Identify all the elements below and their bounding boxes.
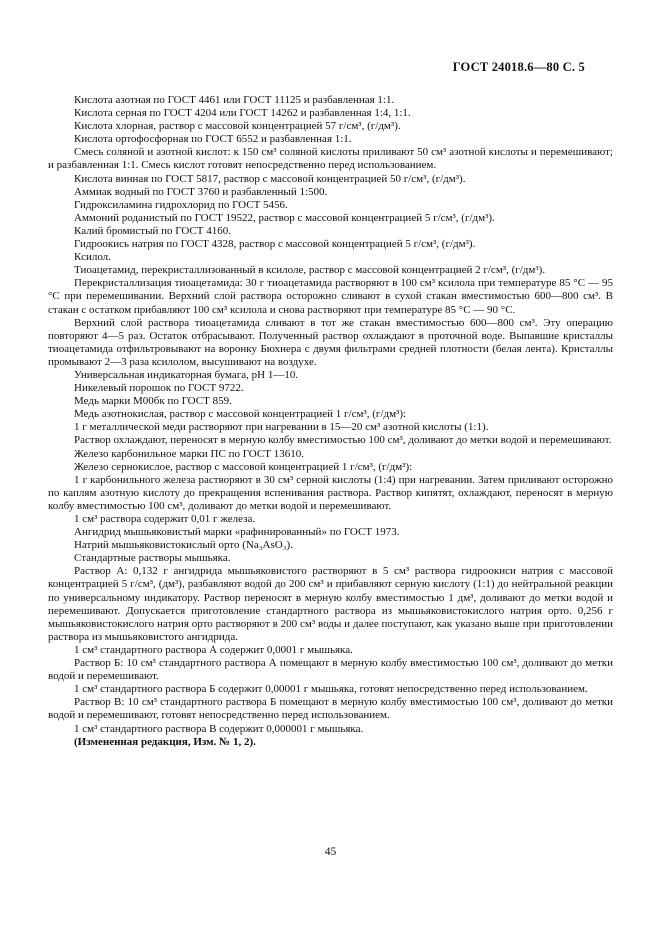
paragraph: 1 г металлической меди растворяют при нагревании в 15—20 см³ азотной кислоты (1:1). [74, 421, 489, 434]
paragraph: Раствор А: 0,132 г ангидрида мышьяковистого растворяют в 5 см³ раствора гидроокиси натрия с массовой концентрацией 5 г/см³, (дм³), разбавляют водой до 200 см³ и прибавляют серную кислоту (1:1) до нейтральной реакции по универсальному индикатору. Раствор переносят в мерную колбу вместимостью 1 дм³, доливают до метки водой и перемешивают. Допускается приготовление стандартного раствора из мышьяковистокислого натрия орто. 0,256 г мышьяковистокислого натрия орто растворяют в 200 см³ воды и далее поступают, как указано выше при приготовлении раствора из мышьяковистого ангидрида. [48, 565, 613, 643]
paragraph: Кислота серная по ГОСТ 4204 или ГОСТ 14262 и разбавленная 1:4, 1:1. [74, 107, 411, 120]
document-body [48, 94, 613, 749]
paragraph: Кислота винная по ГОСТ 5817, раствор с массовой концентрацией 50 г/см³, (г/дм³). [74, 172, 466, 185]
paragraph: 1 г карбонильного железа растворяют в 30 см³ серной кислоты (1:4) при нагревании. Затем приливают осторожно по каплям азотную кислоту до прекращения вспенивания раствора. Раствор кипятят, охлаждают, переносят в мерную колбу вместимостью 100 см³, доливают до метки водой и перемешивают. [48, 473, 613, 512]
paragraph: 1 см³ стандартного раствора В содержит 0,000001 г мышьяка. [74, 722, 364, 735]
paragraph: Медь марки М00бк по ГОСТ 859. [74, 395, 232, 408]
paragraph: Раствор В: 10 см³ стандартного раствора Б помещают в мерную колбу вместимостью 100 см³, доливают до метки водой и перемешивают, готовят непосредственно перед использованием. [48, 696, 613, 722]
paragraph: Универсальная индикаторная бумага, рН 1—10. [74, 368, 299, 381]
paragraph: Перекристаллизация тиоацетамида: 30 г тиоацетамида растворяют в 100 см³ ксилола при температуре 85 °С — 95 °С при перемешивании. Верхний слой раствора осторожно сливают в сухой стакан вместимостью 600—800 см³. В стакан с остатком прибавляют 100 см³ ксилола и снова растворяют при температуре 85 °С — 90 °С. [48, 277, 613, 316]
paragraph: Натрий мышьяковистокислый орто (Na₃AsO₃). [74, 539, 293, 552]
paragraph: Ксилол. [74, 251, 111, 264]
paragraph: Гидроксиламина гидрохлорид по ГОСТ 5456. [74, 198, 288, 211]
page-number: 45 [324, 846, 337, 858]
paragraph: Кислота азотная по ГОСТ 4461 или ГОСТ 11125 и разбавленная 1:1. [74, 94, 395, 106]
paragraph: Никелевый порошок по ГОСТ 9722. [74, 382, 244, 395]
paragraph: Ангидрид мышьяковистый марки «рафинированный» по ГОСТ 1973. [74, 526, 400, 539]
paragraph: Железо сернокислое, раствор с массовой концентрацией 1 г/см³, (г/дм³): [74, 460, 413, 473]
paragraph: Верхний слой раствора тиоацетамида сливают в тот же стакан вместимостью 600—800 см³. Эту операцию повторяют 4—5 раз. Остаток отбрасывают. Полученный раствор охлаждают в проточной воде. Выпавшие кристаллы тиоацетамида отфильтровывают на воронку Бюхнера с двумя фильтрами средней плотности (белая лента). Кристаллы промывают 2—3 раза ксилолом, высушивают на воздухе. [48, 316, 613, 368]
paragraph: Тиоацетамид, перекристаллизованный в ксилоле, раствор с массовой концентрацией 2 г/см³, (г/дм³). [74, 264, 546, 277]
paragraph: Калий бромистый по ГОСТ 4160. [74, 224, 231, 237]
paragraph: Стандартные растворы мышьяка. [74, 552, 231, 565]
amendment-note: (Измененная редакция, Изм. № 1, 2). [74, 735, 256, 748]
paragraph: 1 см³ раствора содержит 0,01 г железа. [74, 513, 256, 525]
paragraph: Железо карбонильное марки ПС по ГОСТ 13610. [74, 447, 304, 460]
paragraph: Медь азотнокислая, раствор с массовой концентрацией 1 г/см³, (г/дм³): [74, 408, 407, 421]
page-header: ГОСТ 24018.6—80 С. 5 [452, 60, 585, 74]
paragraph: Кислота ортофосфорная по ГОСТ 6552 и разбавленная 1:1. [74, 133, 352, 146]
paragraph: Кислота хлорная, раствор с массовой концентрацией 57 г/см³, (г/дм³). [74, 120, 401, 133]
paragraph: Раствор Б: 10 см³ стандартного раствора А помещают в мерную колбу вместимостью 100 см³, доливают до метки водой и перемешивают. [48, 657, 613, 683]
paragraph: 1 см³ стандартного раствора А содержит 0,0001 г мышьяка. [74, 643, 353, 656]
paragraph: Аммоний роданистый по ГОСТ 19522, раствор с массовой концентрацией 5 г/см³, (г/дм³). [74, 211, 495, 224]
paragraph: Гидроокись натрия по ГОСТ 4328, раствор с массовой концентрацией 5 г/см³, (г/дм³). [74, 238, 476, 251]
paragraph: 1 см³ стандартного раствора Б содержит 0,00001 г мышьяка, готовят непосредственно перед использованием. [74, 683, 588, 696]
paragraph: Аммиак водный по ГОСТ 3760 и разбавленный 1:500. [74, 185, 328, 198]
paragraph: Раствор охлаждают, переносят в мерную колбу вместимостью 100 см³, доливают до метки водой и перемешивают. [74, 434, 612, 447]
paragraph: Смесь соляной и азотной кислот: к 150 см³ соляной кислоты приливают 50 см³ азотной кислоты и перемешивают; и разбавленная 1:1. Смесь кислот готовят непосредственно перед использованием. [48, 146, 613, 172]
